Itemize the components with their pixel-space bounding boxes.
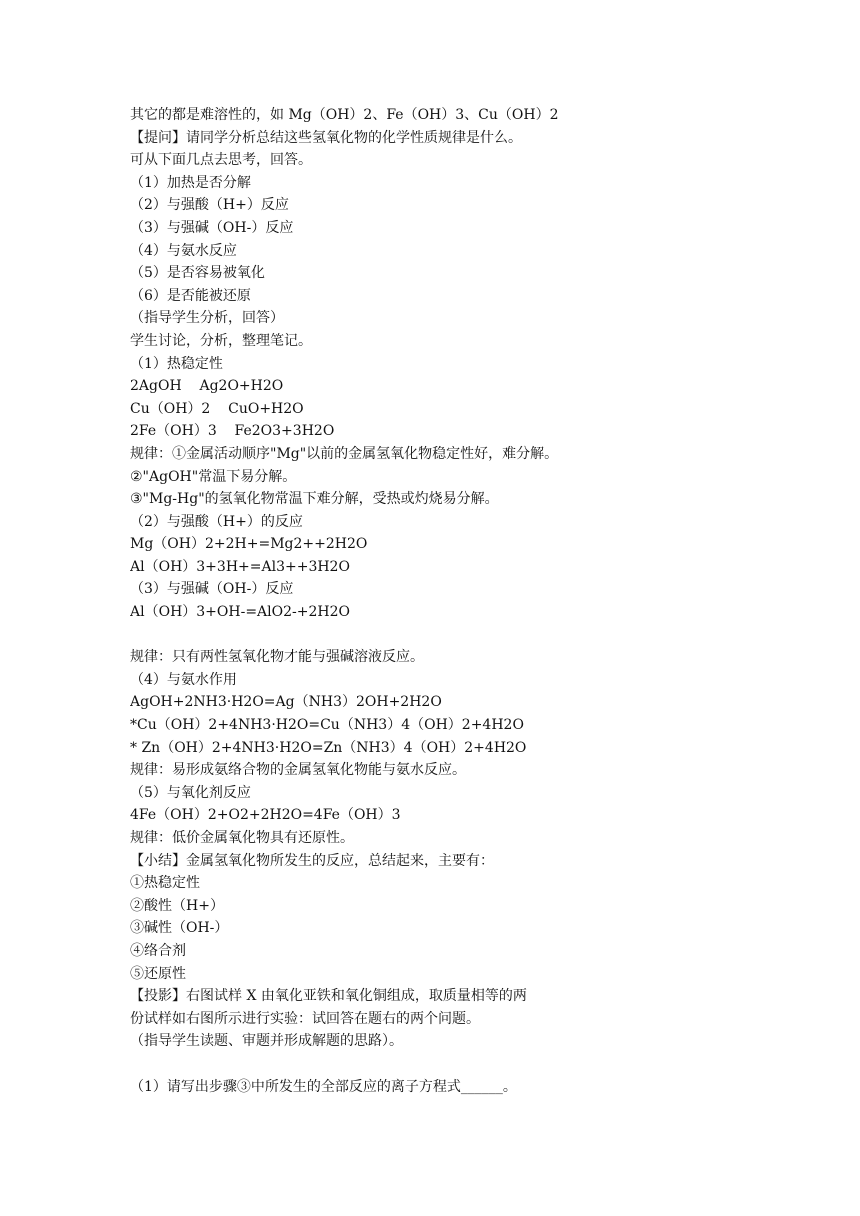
text-line: ④络合剂	[130, 942, 186, 959]
document-body	[130, 104, 790, 1098]
text-line: （1）加热是否分解	[130, 174, 251, 191]
text-line: （5）与氧化剂反应	[130, 784, 251, 801]
equation-line: Mg（OH）2+2H+=Mg2++2H2O	[130, 536, 368, 553]
text-line: （3）与强碱（OH-）反应	[130, 219, 294, 236]
text-line: （指导学生分析，回答）	[130, 310, 284, 327]
text-line: ①热稳定性	[130, 875, 200, 892]
text-line: 学生讨论，分析，整理笔记。	[130, 332, 312, 349]
text-line: 【小结】金属氢氧化物所发生的反应，总结起来，主要有：	[130, 852, 494, 869]
text-line: （3）与强碱（OH-）反应	[130, 581, 294, 598]
text-line: （4）与氨水作用	[130, 671, 237, 688]
text-line: ③碱性（OH-）	[130, 920, 229, 937]
text-line: （指导学生读题、审题并形成解题的思路）。	[130, 1033, 403, 1050]
equation-line: AgOH+2NH3·H2O=Ag（NH3）2OH+2H2O	[130, 694, 442, 711]
text-line: （6）是否能被还原	[130, 287, 251, 304]
text-line: 可从下面几点去思考，回答。	[130, 152, 312, 169]
text-line: ②"AgOH"常温下易分解。	[130, 468, 297, 485]
text-line: 其它的都是难溶性的，如 Mg（OH）2、Fe（OH）3、Cu（OH）2	[130, 107, 559, 123]
text-line: （4）与氨水反应	[130, 242, 237, 259]
equation-line: 2AgOH Ag2O+H2O	[130, 378, 284, 395]
text-line: ③"Mg-Hg"的氢氧化物常温下难分解，受热或灼烧易分解。	[130, 491, 499, 508]
text-line: 份试样如右图所示进行实验：试回答在题右的两个问题。	[130, 1010, 480, 1027]
text-line: （1）热稳定性	[130, 355, 223, 372]
equation-line: Cu（OH）2 CuO+H2O	[130, 400, 304, 417]
text-line: （2）与强酸（H+）的反应	[130, 513, 303, 530]
text-line: 规律：低价金属氧化物具有还原性。	[130, 830, 354, 846]
text-line: （2）与强酸（H+）反应	[130, 197, 289, 214]
text-line: 规律：易形成氨络合物的金属氢氧化物能与氨水反应。	[130, 762, 466, 779]
equation-line: 2Fe（OH）3 Fe2O3+3H2O	[130, 423, 335, 440]
text-line: 【投影】右图试样 X 由氧化亚铁和氧化铜组成，取质量相等的两	[130, 988, 527, 1005]
text-line: ②酸性（H+）	[130, 897, 224, 914]
text-line: （5）是否容易被氧化	[130, 265, 265, 282]
equation-line: Al（OH）3+3H+=Al3++3H2O	[130, 558, 350, 575]
text-line: 规律：只有两性氢氧化物才能与强碱溶液反应。	[130, 649, 424, 666]
blank-line	[130, 1053, 790, 1076]
equation-line: *Cu（OH）2+4NH3·H2O=Cu（NH3）4（OH）2+4H2O	[130, 717, 524, 734]
equation-line: 4Fe（OH）2+O2+2H2O=4Fe（OH）3	[130, 807, 401, 824]
text-line: 【提问】请同学分析总结这些氢氧化物的化学性质规律是什么。	[130, 129, 522, 146]
equation-line: * Zn（OH）2+4NH3·H2O=Zn（NH3）4（OH）2+4H2O	[130, 739, 527, 756]
equation-line: Al（OH）3+OH-=AlO2-+2H2O	[130, 604, 350, 621]
blank-line	[130, 624, 790, 647]
text-line: ⑤还原性	[130, 965, 186, 982]
question-line: （1）请写出步骤③中所发生的全部反应的离子方程式______。	[130, 1078, 517, 1095]
text-line: 规律：①金属活动顺序"Mg"以前的金属氢氧化物稳定性好，难分解。	[130, 445, 559, 462]
